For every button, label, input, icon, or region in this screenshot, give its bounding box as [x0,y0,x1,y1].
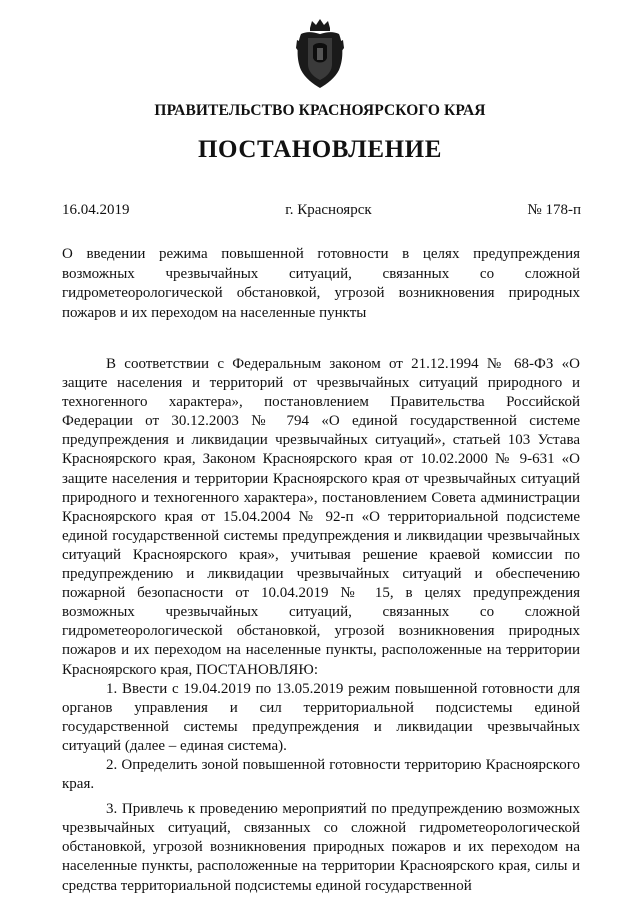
document-body [62,355,580,896]
item-2-paragraph: 2. Определить зоной повышенной готовности территорию Красноярского края. [62,756,580,793]
preamble-paragraph: В соответствии с Федеральным законом от 21.12.1994 № 68-ФЗ «О защите населения и территорий от чрезвычайных ситуаций природного и техногенного характера», постановлением Правительства Российской Федерации от 30.12.2003 № 794 «О единой государственной системе предупреждения и ликвидации чрезвычайных ситуаций», статьей 103 Устава Красноярского края, Законом Красноярского края от 10.02.2000 № 9-631 «О защите населения и территории Красноярского края от чрезвычайных ситуаций природного и техногенного характера», постановлением Совета администрации Красноярского края от 15.04.2004 № 92-п «О территориальной подсистеме единой государственной системы предупреждения и ликвидации чрезвычайных ситуаций Красноярского края», учитывая решение краевой комиссии по предупреждению и ликвидации чрезвычайных ситуаций и обеспечению пожарной безопасности от 10.04.2019 № 15, в целях предупреждения возможных чрезвычайных ситуаций, связанных со сложной гидрометеорологической обстановкой, угрозой возникновения природных пожаров и их переходом на населенные пункты, расположенные на территории Красноярского края, ПОСТАНОВЛЯЮ: [62,356,580,678]
item-3-paragraph: 3. Привлечь к проведению мероприятий по предупреждению возможных чрезвычайных ситуаций, связанных со сложной гидрометеорологической обстановкой, угрозой возникновения природных пожаров и их переходом на населенные пункты, расположенные на территории Красноярского края, силы и средства территориальной подсистемы единой государственной [62,801,580,894]
organization-title: ПРАВИТЕЛЬСТВО КРАСНОЯРСКОГО КРАЯ [154,102,486,119]
item-1-paragraph: 1. Ввести с 19.04.2019 по 13.05.2019 режим повышенной готовности для органов управления и сил территориальной подсистемы единой государственной системы предупреждения и ликвидации чрезвычайных ситуаций (далее – единая система). [62,680,580,754]
coat-of-arms-icon [293,18,347,90]
document-number: № 178-п [527,202,581,218]
document-city: г. Красноярск [285,202,372,218]
document-subject: О введении режима повышенной готовности в целях предупреждения возможных чрезвычайных ситуаций, связанных со сложной гидрометеорологической обстановкой, угрозой возникновения природных пожаров и их переходом на населенные пункты [62,246,580,321]
document-type-heading: ПОСТАНОВЛЕНИЕ [197,136,443,163]
document-date: 16.04.2019 [62,202,130,218]
document-meta [62,202,581,219]
